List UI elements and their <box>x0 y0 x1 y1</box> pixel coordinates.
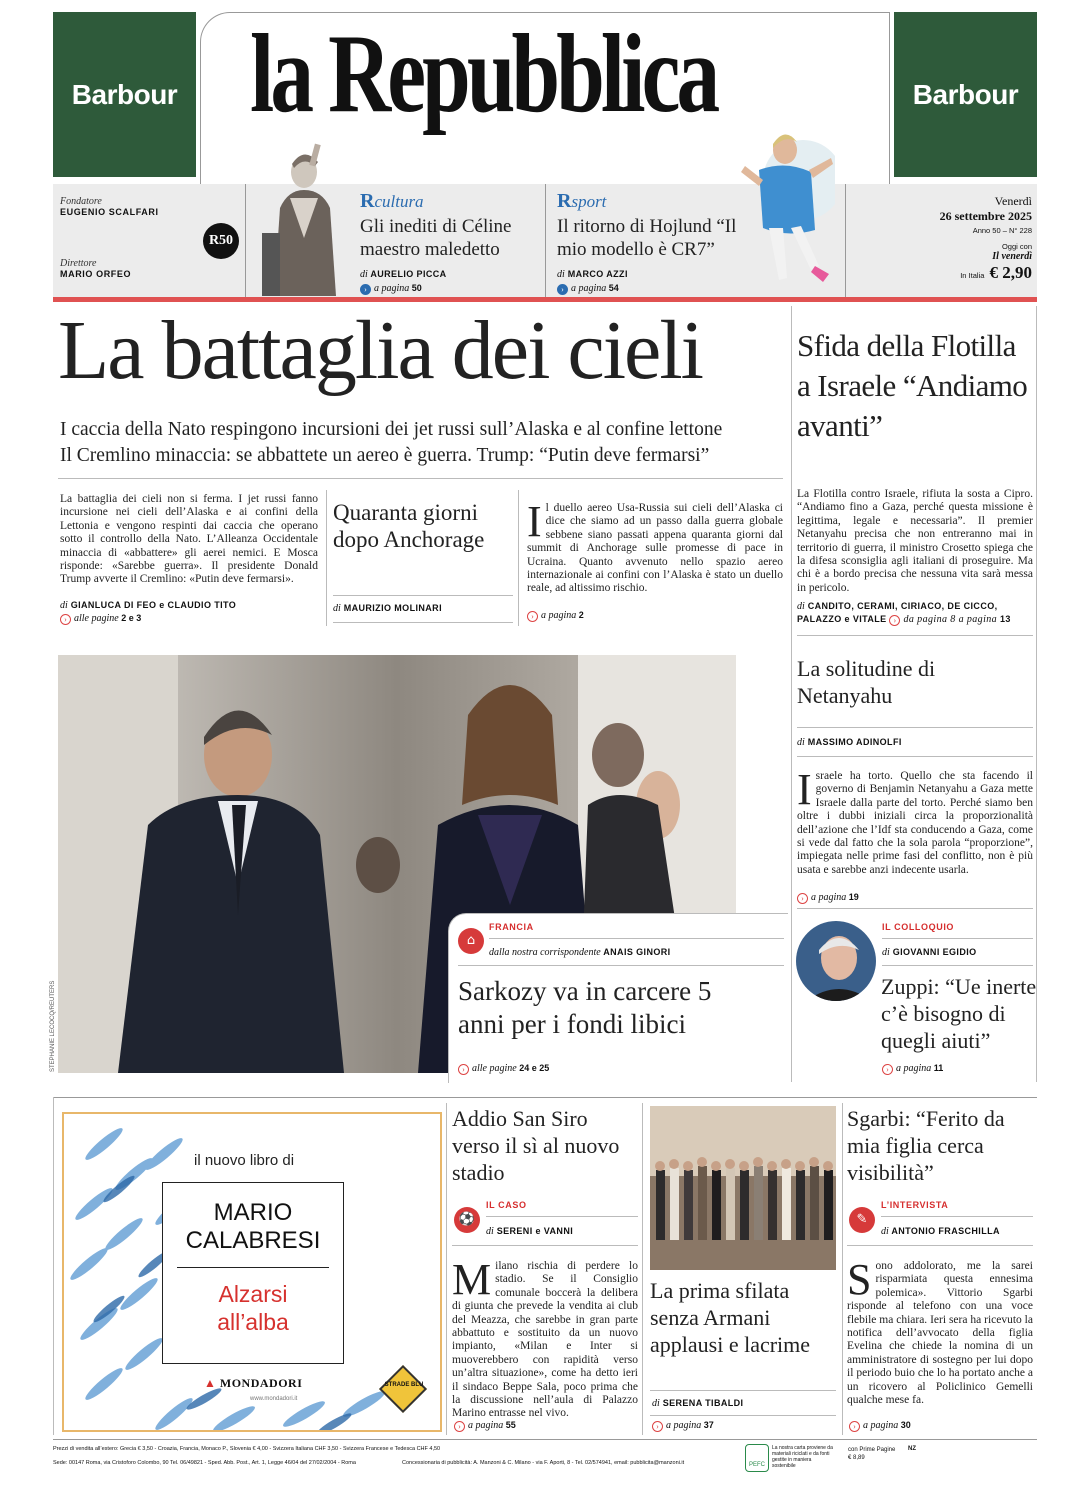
lead-headline[interactable]: La battaglia dei cieli <box>58 304 702 397</box>
date-day: Venerdì <box>994 194 1032 208</box>
sarkozy-headline[interactable]: Sarkozy va in carcere 5 anni per i fondi libici <box>458 976 712 1039</box>
armani-photo-art <box>650 1106 836 1270</box>
flotilla-body: La Flotilla contro Israele, rifiuta la sosta a Cipro. “Andiamo fino a Gaza, perché questa missione è legittima, legale e necessaria”. Il premier Netanyahu precisa che non entreranno mai in territorio di guerra, il ministro Crosetto spiega che la difesa sconsiglia agli italiani di proseguire. Ma chi è a bordo precisa che nessuna vita sarà messa in pericolo. <box>797 488 1033 594</box>
price-label: In Italia <box>960 271 985 280</box>
masthead-title[interactable]: la Repubblica <box>250 12 717 136</box>
armani-pageref[interactable]: › a pagina 37 <box>652 1420 714 1432</box>
director-name: MARIO ORFEO <box>60 269 132 279</box>
ad-text: Barbour <box>912 78 1019 110</box>
sansiro-dropcap: M <box>452 1255 492 1304</box>
ball-icon: ⚽ <box>454 1207 480 1233</box>
footer-sede: Sede: 00147 Roma, via Cristoforo Colombo, 90 Tel. 06/49821 - Sped. Abb. Post., Art. 1, Legge 46/04 del 27/02/2004 - Roma <box>53 1460 356 1466</box>
nz-code: NZ <box>908 1446 916 1452</box>
sansiro-body: Milano rischia di perdere lo stadio. Se il Consiglio comunale boccerà la delibera di giunta che prevede la vendita ai club del Meazza, che sarebbe in gran parte abbattuto e sostituito da un nuovo impianto, «Milan e Inter si muoverebbero con rapidità verso un’altra situazione», come ha detto ieri il sindaco Beppe Sala, poco prima che la discussione nell’aula di Palazzo Marino entrasse nel vivo. <box>452 1255 638 1420</box>
book-ad[interactable] <box>62 1112 442 1432</box>
teaser-sport[interactable] <box>557 190 742 295</box>
ad-barbour-left[interactable] <box>53 12 196 177</box>
armani-photo[interactable] <box>650 1106 836 1270</box>
interview-icon: ✎ <box>849 1207 875 1233</box>
section-label-sport: Rsport <box>557 190 607 212</box>
lead-byline: di GIANLUCA DI FEO e CLAUDIO TITO <box>60 600 237 611</box>
pefc-text: PEFC <box>748 1462 765 1468</box>
ad-text: Barbour <box>71 78 178 110</box>
flotilla-headline[interactable]: Sfida della Flotilla a Israele “Andiamo avanti” <box>797 328 1028 443</box>
teaser-title: Il ritorno di Hojlund “Il mio modello è CR7” <box>557 216 737 260</box>
netanyahu-pageref[interactable]: › a pagina 19 <box>797 892 859 904</box>
armani-byline: di SERENA TIBALDI <box>652 1398 744 1409</box>
hojlund-photo <box>735 120 835 298</box>
book-cover <box>162 1182 344 1364</box>
pefc-logo <box>745 1444 769 1472</box>
sgarbi-dropcap: S <box>847 1255 872 1304</box>
netanyahu-body: Israele ha torto. Quello che sta facendo il governo di Benjamin Netanyahu a Gaza mette Israele dalla parte del torto. Perché siamo ben oltre i dubbi iniziali circa la proporzionalità dell’azione che l’Idf sta conducendo a Gaza, come si vede dal fatto che la sola parola “proporzione”, impiegata nelle prime fasi del conflitto, non è più usata e sarebbe anzi indecente usarla. <box>797 765 1033 876</box>
badge-text: R50 <box>208 233 234 248</box>
ad-barbour-right[interactable] <box>894 12 1037 177</box>
book-title-1: Alzarsi <box>218 1281 288 1307</box>
book-author-1: MARIO <box>213 1199 293 1226</box>
price: € 2,90 <box>989 263 1032 282</box>
teaser-pageref: › a pagina 54 <box>557 283 742 295</box>
armani-headline[interactable]: La prima sfilata senza Armani applausi e lacrime <box>650 1278 811 1357</box>
editorial-dropcap: I <box>527 497 542 546</box>
editorial-title[interactable]: Quaranta giorni dopo Anchorage <box>333 500 485 552</box>
photo-credit: STEPHANIE LECOCQ/REUTERS <box>50 980 56 1072</box>
netanyahu-dropcap: I <box>797 765 812 814</box>
teaser-cultura[interactable] <box>360 190 542 295</box>
zuppi-kicker: IL COLLOQUIO <box>882 922 955 932</box>
lead-pageref[interactable]: › alle pagine 2 e 3 <box>60 613 141 625</box>
editorial-pageref[interactable]: › a pagina 2 <box>527 610 584 622</box>
netanyahu-byline: di MASSIMO ADINOLFI <box>797 737 902 748</box>
lead-subhead-1: I caccia della Nato respingono incursioni dei jet russi sull’Alaska e al confine lettone <box>60 419 723 440</box>
lead-subhead-2: Il Cremlino minaccia: se abbattete un aereo è guerra. Trump: “Putin deve fermarsi” <box>60 445 710 466</box>
lead-body: La battaglia dei cieli non si ferma. I jet russi fanno incursione nei cieli dell’Alaska e ai confini della Lettonia e vengono respinti dai caccia che operano sotto il controllo della Nato. L’Alleanza Occidentale minaccia di «abbattere» gli aerei nemici. E Mosca risponde: «Sarebbe guerra». Il presidente Donald Trump avverte il Cremlino: «Putin deve fermarsi». <box>60 493 318 586</box>
sgarbi-byline: di ANTONIO FRASCHILLA <box>881 1226 1000 1237</box>
teaser-byline: di AURELIO PICCA <box>360 269 447 280</box>
sansiro-byline: di SERENI e VANNI <box>486 1226 574 1237</box>
book-author-2: CALABRESI <box>185 1227 321 1254</box>
founder-block <box>60 196 159 279</box>
book-title-2: all’alba <box>217 1309 289 1335</box>
sansiro-headline[interactable]: Addio San Siro verso il sì al nuovo stadio <box>452 1106 620 1185</box>
sgarbi-kicker: L’INTERVISTA <box>881 1200 949 1210</box>
teaser-byline: di MARCO AZZI <box>557 269 628 280</box>
zuppi-photo <box>795 920 877 1002</box>
director-label: Direttore <box>60 258 97 269</box>
editorial-byline: di MAURIZIO MOLINARI <box>333 603 442 614</box>
sgarbi-headline[interactable]: Sgarbi: “Ferito da mia figlia cerca visibilità” <box>847 1106 1005 1185</box>
zuppi-byline: di GIOVANNI EGIDIO <box>882 947 977 958</box>
price-row <box>850 263 1032 283</box>
sarkozy-kicker: FRANCIA <box>489 922 534 932</box>
sgarbi-body: Sono addolorato, me la sarei risparmiata questa ennesima polemica». Vittorio Sgarbi risponde al telefono con una voce flebile ma chiara. Ieri sera ha ricevuto la notifica dell’avvocato della figlia Evelina che chiede la nomina di un amministratore di sostegno per lui dopo il periodo buio che lo ha portato anche a un ricovero al Policlinico Gemelli qualche mese fa. <box>847 1255 1033 1407</box>
header-red-rule <box>53 297 1037 302</box>
sarkozy-pageref[interactable]: › alle pagine 24 e 25 <box>458 1063 549 1075</box>
flotilla-byline: di CANDITO, CERAMI, CIRIACO, DE CICCO, PALAZZO e VITALE › da pagina 8 a pagina 13 <box>797 601 1011 625</box>
issue-number: Anno 50 – N° 228 <box>972 226 1032 235</box>
footer-prices: Prezzi di vendita all’estero: Grecia € 3,50 - Croazia, Francia, Monaco P., Slovenia € 4,00 - Svizzera Italiana CHF 3,50 - Svizzera Francese e Tedesca CHF 4,50 <box>53 1446 441 1452</box>
publisher-logo: ▲ MONDADORI <box>204 1376 303 1390</box>
today-with: Oggi con <box>1001 242 1032 251</box>
strade-blu-text: STRADE BLU <box>384 1382 424 1388</box>
footer-concessionaria: Concessionaria di pubblicità: A. Manzoni & C. Milano - via F. Aporti, 8 - Tel. 02/574941, email: pubblicita@manzoni.it <box>402 1460 685 1466</box>
sarkozy-byline: dalla nostra corrispondente ANAIS GINORI <box>489 947 671 958</box>
netanyahu-headline[interactable]: La solitudine di Netanyahu <box>797 656 936 708</box>
zuppi-headline[interactable]: Zuppi: “Ue inerte c’è bisogno di quegli aiuti” <box>881 974 1037 1053</box>
supplement: Il venerdì <box>992 251 1032 262</box>
celine-photo <box>252 138 352 296</box>
pefc-note: La nostra carta proviene da materiali riciclati e da fonti gestite in maniera sostenibile <box>772 1445 833 1469</box>
editorial-body: Il duello aereo Usa-Russia sui cieli dell’Alaska ci dice che siamo ad un passo dalla guerra globale sebbene siano passati appena quaranta giorni dal summit di Anchorage sulle promesse di pace in Ucraina. Quanto avvenuto nello spazio aereo internazionale ai confini con l’Alaska è stato un duello reale, ad altissimo rischio. <box>527 497 783 595</box>
publisher-site: www.mondadori.it <box>250 1396 298 1402</box>
sansiro-kicker: IL CASO <box>486 1200 527 1210</box>
section-label-cultura: Rcultura <box>360 190 424 212</box>
teaser-title: Gli inediti di Céline maestro maledetto <box>360 216 512 260</box>
date: 26 settembre 2025 <box>939 209 1032 223</box>
teaser-pageref: › a pagina 50 <box>360 283 542 295</box>
combo-price: con Prime Pagine € 8,89 <box>848 1447 896 1461</box>
book-intro: il nuovo libro di <box>194 1152 295 1169</box>
zuppi-pageref[interactable]: › a pagina 11 <box>882 1063 943 1075</box>
section-icon: ⌂ <box>458 928 484 954</box>
sansiro-pageref[interactable]: › a pagina 55 <box>454 1420 516 1432</box>
founder-label: Fondatore <box>60 196 102 207</box>
sgarbi-pageref[interactable]: › a pagina 30 <box>849 1420 911 1432</box>
r50-badge <box>203 223 239 259</box>
date-block <box>850 194 1032 283</box>
founder-name: EUGENIO SCALFARI <box>60 207 159 217</box>
